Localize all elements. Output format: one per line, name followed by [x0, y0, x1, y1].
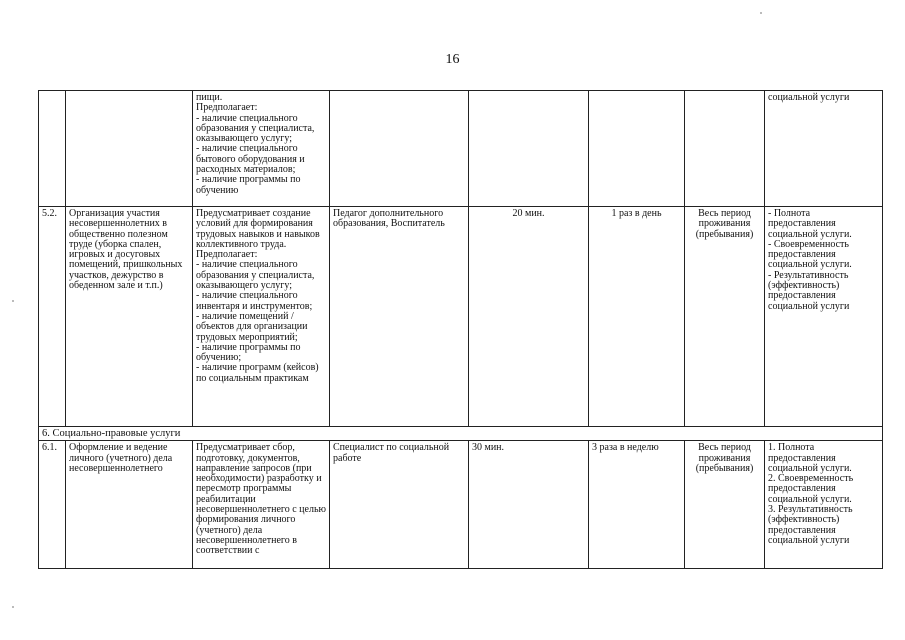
scan-speck	[12, 300, 14, 302]
quality-cell: - Полнота предоставления социальной услуги. - Своевременность предоставления социальной услуги. - Результативность (эффективность) предоставления социальной услуги	[765, 207, 883, 427]
period-cell: Весь период проживания (пребывания)	[685, 441, 765, 569]
duration-cell: 30 мин.	[469, 441, 589, 569]
staff-cell: Специалист по социальной работе	[330, 441, 469, 569]
staff-cell	[330, 91, 469, 207]
row-number-cell: 5.2.	[39, 207, 66, 427]
quality-cell: 1. Полнота предоставления социальной услуги. 2. Своевременность предоставления социальной услуги. 3. Результативность (эффективность) предоставления социальной услуги	[765, 441, 883, 569]
table-row	[39, 91, 883, 207]
table-row	[39, 441, 883, 569]
quality-cell: социальной услуги	[765, 91, 883, 207]
duration-cell	[469, 91, 589, 207]
table-row	[39, 207, 883, 427]
services-table	[38, 90, 883, 569]
service-name-cell	[66, 91, 193, 207]
scan-speck	[760, 12, 762, 14]
row-number-cell	[39, 91, 66, 207]
service-description-cell: Предусматривает сбор, подготовку, документов, направление запросов (при необходимости) разработку и пересмотр программы реабилитации несовершеннолетнего с целью формирования личного (учетного) дела несовершеннолетнего в соответствии с	[193, 441, 330, 569]
section-row	[39, 427, 883, 441]
service-description-cell: пищи. Предполагает: - наличие специального образования у специалиста, оказывающего услугу; - наличие специального бытового оборудования и расходных материалов; - наличие программы по обучению	[193, 91, 330, 207]
period-cell	[685, 91, 765, 207]
service-name-cell: Организация участия несовершеннолетних в общественно полезном труде (уборка спален, игровых и досуговых помещений, пришкольных участков, дежурство в обеденном зале и т.п.)	[66, 207, 193, 427]
service-description-cell: Предусматривает создание условий для формирования трудовых навыков и навыков коллективного труда. Предполагает: - наличие специального образования у специалиста, оказывающего услугу; - наличие специального инвентаря и инструментов; - наличие помещений /объектов для организации трудовых мероприятий; - наличие программы по обучению; - наличие программ (кейсов) по социальным практикам	[193, 207, 330, 427]
duration-cell: 20 мин.	[469, 207, 589, 427]
page-number: 16	[445, 52, 460, 67]
frequency-cell: 1 раз в день	[589, 207, 685, 427]
section-title: 6. Социально-правовые услуги	[39, 427, 883, 441]
service-name-cell: Оформление и ведение личного (учетного) дела несовершеннолетнего	[66, 441, 193, 569]
scan-speck	[12, 606, 14, 608]
row-number-cell: 6.1.	[39, 441, 66, 569]
frequency-cell	[589, 91, 685, 207]
frequency-cell: 3 раза в неделю	[589, 441, 685, 569]
staff-cell: Педагог дополнительного образования, Воспитатель	[330, 207, 469, 427]
period-cell: Весь период проживания (пребывания)	[685, 207, 765, 427]
